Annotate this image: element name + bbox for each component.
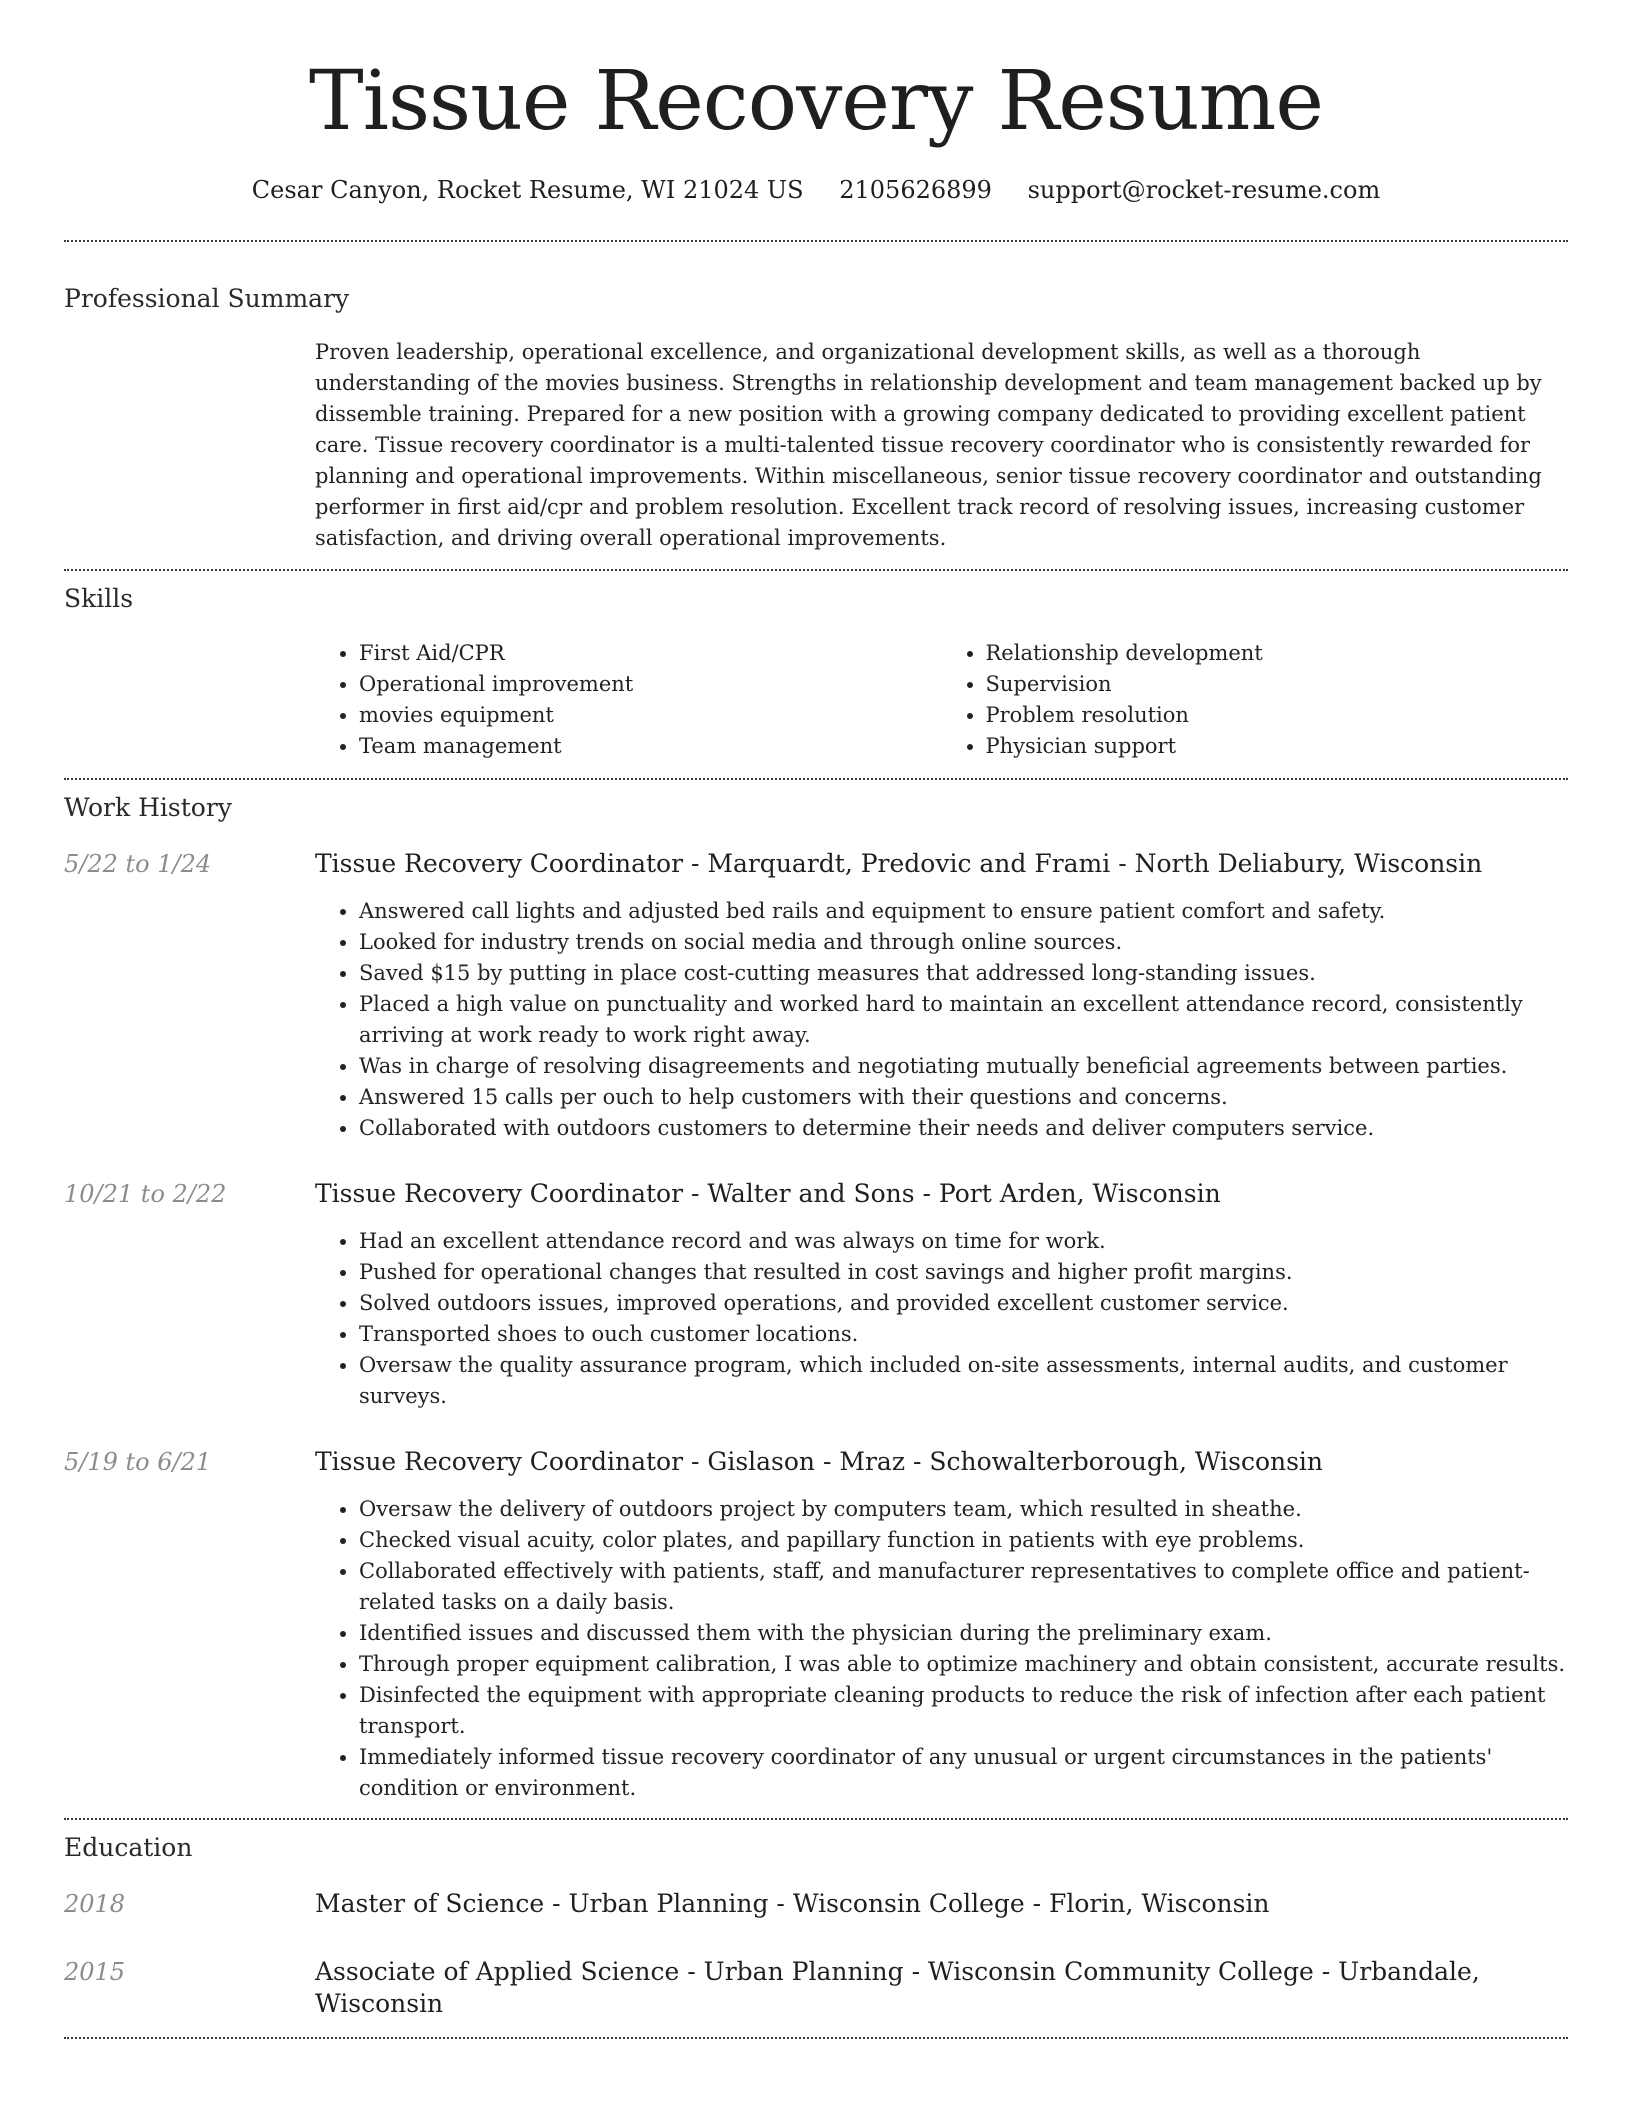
skill-item: • Relationship development	[986, 638, 1569, 669]
job-bullets	[315, 1494, 1568, 1804]
section-title-skills: Skills	[64, 584, 134, 613]
job-entry	[64, 1446, 1568, 1478]
job-bullets	[315, 1226, 1568, 1412]
list-item: • Collaborated effectively with patients, staff, and manufacturer representatives to complete office and patient-related tasks on a daily basis.	[359, 1556, 1568, 1618]
job-dates: 5/19 to 6/21	[64, 1448, 212, 1476]
job-entry	[64, 1178, 1568, 1210]
job-entry	[64, 848, 1568, 880]
education-degree: Master of Science - Urban Planning - Wisconsin College - Florin, Wisconsin	[315, 1889, 1270, 1918]
section-title-education: Education	[64, 1833, 193, 1862]
list-item: • Pushed for operational changes that resulted in cost savings and higher profit margins.	[359, 1257, 1568, 1288]
list-item: • Transported shoes to ouch customer locations.	[359, 1319, 1568, 1350]
skill-item: • Operational improvement	[359, 669, 942, 700]
list-item: • Identified issues and discussed them with the physician during the preliminary exam.	[359, 1618, 1568, 1649]
divider	[64, 1818, 1568, 1820]
list-item: • Checked visual acuity, color plates, and papillary function in patients with eye problems.	[359, 1525, 1568, 1556]
summary-text: Proven leadership, operational excellence, and organizational development skills, as well as a thorough understanding of the movies business. Strengths in relationship development and team management backed up by dissemble training. Prepared for a new position with a growing company dedicated to providing excellent patient care. Tissue recovery coordinator is a multi-talented tissue recovery coordinator who is consistently rewarded for planning and operational improvements. Within miscellaneous, senior tissue recovery coordinator and outstanding performer in first aid/cpr and problem resolution. Excellent track record of resolving issues, increasing customer satisfaction, and driving overall operational improvements.	[315, 340, 1542, 550]
divider	[64, 569, 1568, 571]
education-year: 2015	[64, 1958, 126, 1986]
section-title-summary: Professional Summary	[64, 284, 350, 313]
contact-line	[64, 174, 1568, 206]
job-dates: 10/21 to 2/22	[64, 1180, 227, 1208]
list-item: • Immediately informed tissue recovery coordinator of any unusual or urgent circumstances in the patients' condition or environment.	[359, 1742, 1568, 1804]
list-item: • Collaborated with outdoors customers to determine their needs and deliver computers service.	[359, 1113, 1568, 1144]
list-item: • Oversaw the quality assurance program, which included on-site assessments, internal audits, and customer surveys.	[359, 1350, 1568, 1412]
contact-address: Cesar Canyon, Rocket Resume, WI 21024 US	[251, 176, 804, 204]
section-title-work-history: Work History	[64, 793, 232, 822]
skill-item: • movies equipment	[359, 700, 942, 731]
education-entry	[64, 1888, 1568, 1920]
divider	[64, 778, 1568, 780]
skill-item: • Physician support	[986, 731, 1569, 762]
list-item: • Answered 15 calls per ouch to help customers with their questions and concerns.	[359, 1082, 1568, 1113]
list-item: • Solved outdoors issues, improved operations, and provided excellent customer service.	[359, 1288, 1568, 1319]
skills-list	[315, 638, 1568, 762]
list-item: • Looked for industry trends on social media and through online sources.	[359, 927, 1568, 958]
summary-section	[315, 337, 1568, 554]
list-item: • Saved $15 by putting in place cost-cutting measures that addressed long-standing issues.	[359, 958, 1568, 989]
list-item: • Oversaw the delivery of outdoors project by computers team, which resulted in sheathe.	[359, 1494, 1568, 1525]
job-title: Tissue Recovery Coordinator - Marquardt, Predovic and Frami - North Deliabury, Wisconsin	[315, 849, 1483, 878]
education-year: 2018	[64, 1890, 126, 1918]
job-dates: 5/22 to 1/24	[64, 850, 212, 878]
education-degree: Associate of Applied Science - Urban Planning - Wisconsin Community College - Urbandale, Wisconsin	[315, 1957, 1480, 2018]
education-entry	[64, 1956, 1568, 2020]
divider	[64, 240, 1568, 242]
job-title: Tissue Recovery Coordinator - Gislason - Mraz - Schowalterborough, Wisconsin	[315, 1447, 1324, 1476]
skills-column-right	[942, 638, 1569, 762]
resume-title: Tissue Recovery Resume	[309, 54, 1323, 149]
list-item: • Answered call lights and adjusted bed rails and equipment to ensure patient comfort and safety.	[359, 896, 1568, 927]
job-bullets	[315, 896, 1568, 1144]
skill-item: • Team management	[359, 731, 942, 762]
skill-item: • Problem resolution	[986, 700, 1569, 731]
list-item: • Disinfected the equipment with appropriate cleaning products to reduce the risk of infection after each patient transport.	[359, 1680, 1568, 1742]
skill-item: • First Aid/CPR	[359, 638, 942, 669]
skill-item: • Supervision	[986, 669, 1569, 700]
list-item: • Was in charge of resolving disagreements and negotiating mutually beneficial agreements between parties.	[359, 1051, 1568, 1082]
divider	[64, 2037, 1568, 2039]
resume-page	[64, 0, 1568, 2039]
job-title: Tissue Recovery Coordinator - Walter and Sons - Port Arden, Wisconsin	[315, 1179, 1221, 1208]
contact-phone: 2105626899	[839, 176, 992, 204]
contact-email: support@rocket-resume.com	[1027, 176, 1381, 204]
list-item: • Had an excellent attendance record and was always on time for work.	[359, 1226, 1568, 1257]
list-item: • Placed a high value on punctuality and worked hard to maintain an excellent attendance record, consistently arriving at work ready to work right away.	[359, 989, 1568, 1051]
list-item: • Through proper equipment calibration, I was able to optimize machinery and obtain consistent, accurate results.	[359, 1649, 1568, 1680]
skills-column-left	[315, 638, 942, 762]
